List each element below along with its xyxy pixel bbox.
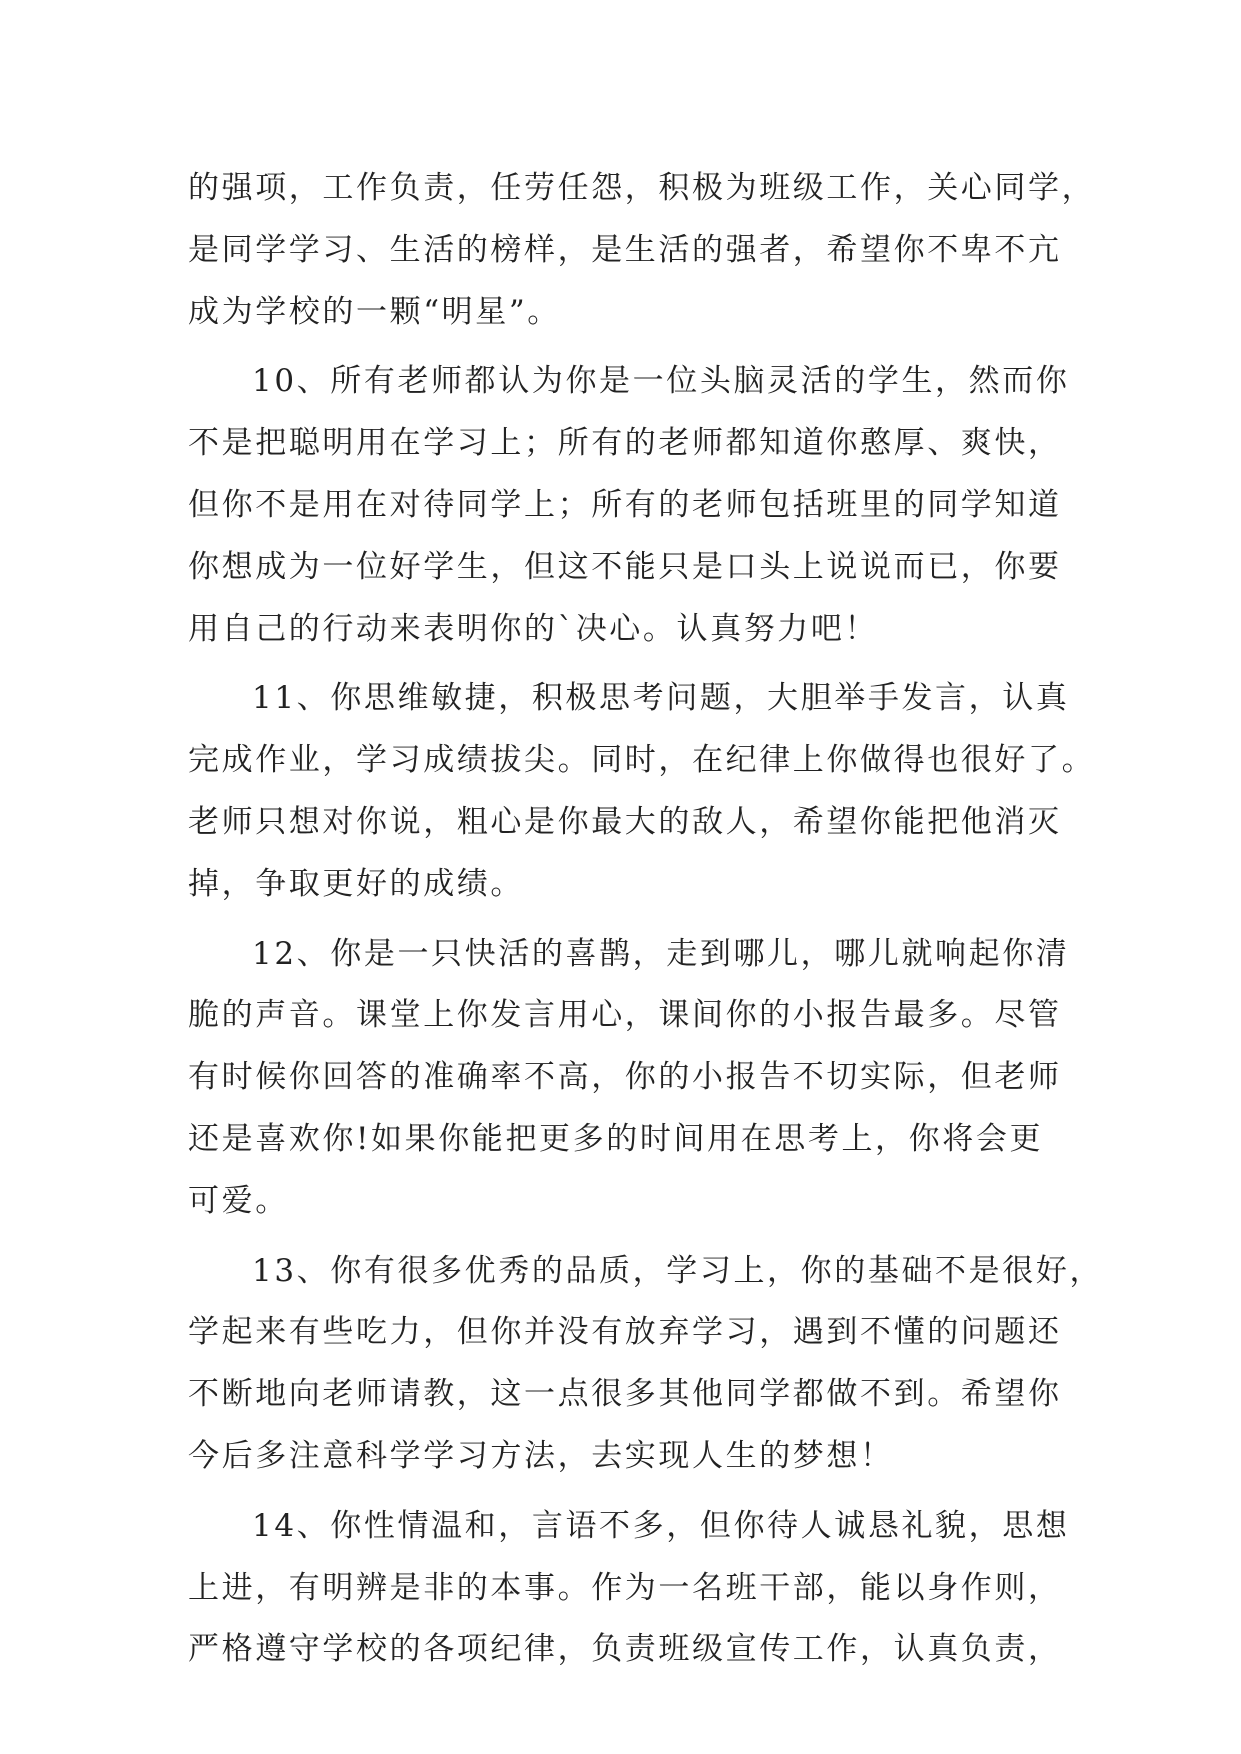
paragraph [188,1496,1070,1681]
text-line: 今后多注意科学学习方法，去实现人生的梦想！ [188,1437,894,1474]
text-line: 不是把聪明用在学习上；所有的老师都知道你憨厚、爽快， [188,425,1062,462]
text-line: 脆的声音。课堂上你发言用心，课间你的小报告最多。尽管 [188,997,1062,1034]
document-body [188,158,1104,1681]
text-line: 学起来有些吃力，但你并没有放弃学习，遇到不懂的问题还 [188,1314,1062,1351]
text-line: 是同学学习、生活的榜样，是生活的强者，希望你不卑不亢 [188,231,1062,268]
text-line: 可爱。 [188,1182,289,1219]
text-line: 11、你思维敏捷，积极思考问题，大胆举手发言，认真 [252,680,1070,717]
text-line: 14、你性情温和，言语不多，但你待人诚恳礼貌，思想 [252,1507,1070,1544]
text-line: 还是喜欢你!如果你能把更多的时间用在思考上，你将会更 [188,1120,1044,1157]
text-line: 老师只想对你说，粗心是你最大的敌人，希望你能把他消灭 [188,803,1062,840]
text-line: 上进，有明辨是非的本事。作为一名班干部，能以身作则， [188,1569,1062,1606]
text-line: 13、你有很多优秀的品质，学习上，你的基础不是很好， [252,1252,1104,1289]
text-line: 成为学校的一颗“明星”。 [188,293,561,330]
text-line: 不断地向老师请教，这一点很多其他同学都做不到。希望你 [188,1376,1062,1413]
text-line: 12、你是一只快活的喜鹊，走到哪儿，哪儿就响起你清 [252,935,1070,972]
text-line: 严格遵守学校的各项纪律，负责班级宣传工作，认真负责， [188,1631,1062,1668]
paragraph [188,924,1070,1233]
text-line: 10、所有老师都认为你是一位头脑灵活的学生，然而你 [252,363,1070,400]
text-line: 有时候你回答的准确率不高，你的小报告不切实际，但老师 [188,1059,1062,1096]
paragraph [188,351,1070,660]
text-line: 完成作业，学习成绩拔尖。同时，在纪律上你做得也很好了。 [188,742,1096,779]
text-line: 你想成为一位好学生，但这不能只是口头上说说而已，你要 [188,548,1062,585]
text-line: 的强项，工作负责，任劳任怨，积极为班级工作，关心同学， [188,170,1096,206]
paragraph [188,668,1096,915]
text-line: 掉，争取更好的成绩。 [188,865,524,902]
text-line: 但你不是用在对待同学上；所有的老师包括班里的同学知道 [188,486,1062,523]
text-line: 用自己的行动来表明你的`决心。认真努力吧！ [188,610,879,647]
paragraph [188,158,1096,343]
paragraph [188,1241,1104,1488]
